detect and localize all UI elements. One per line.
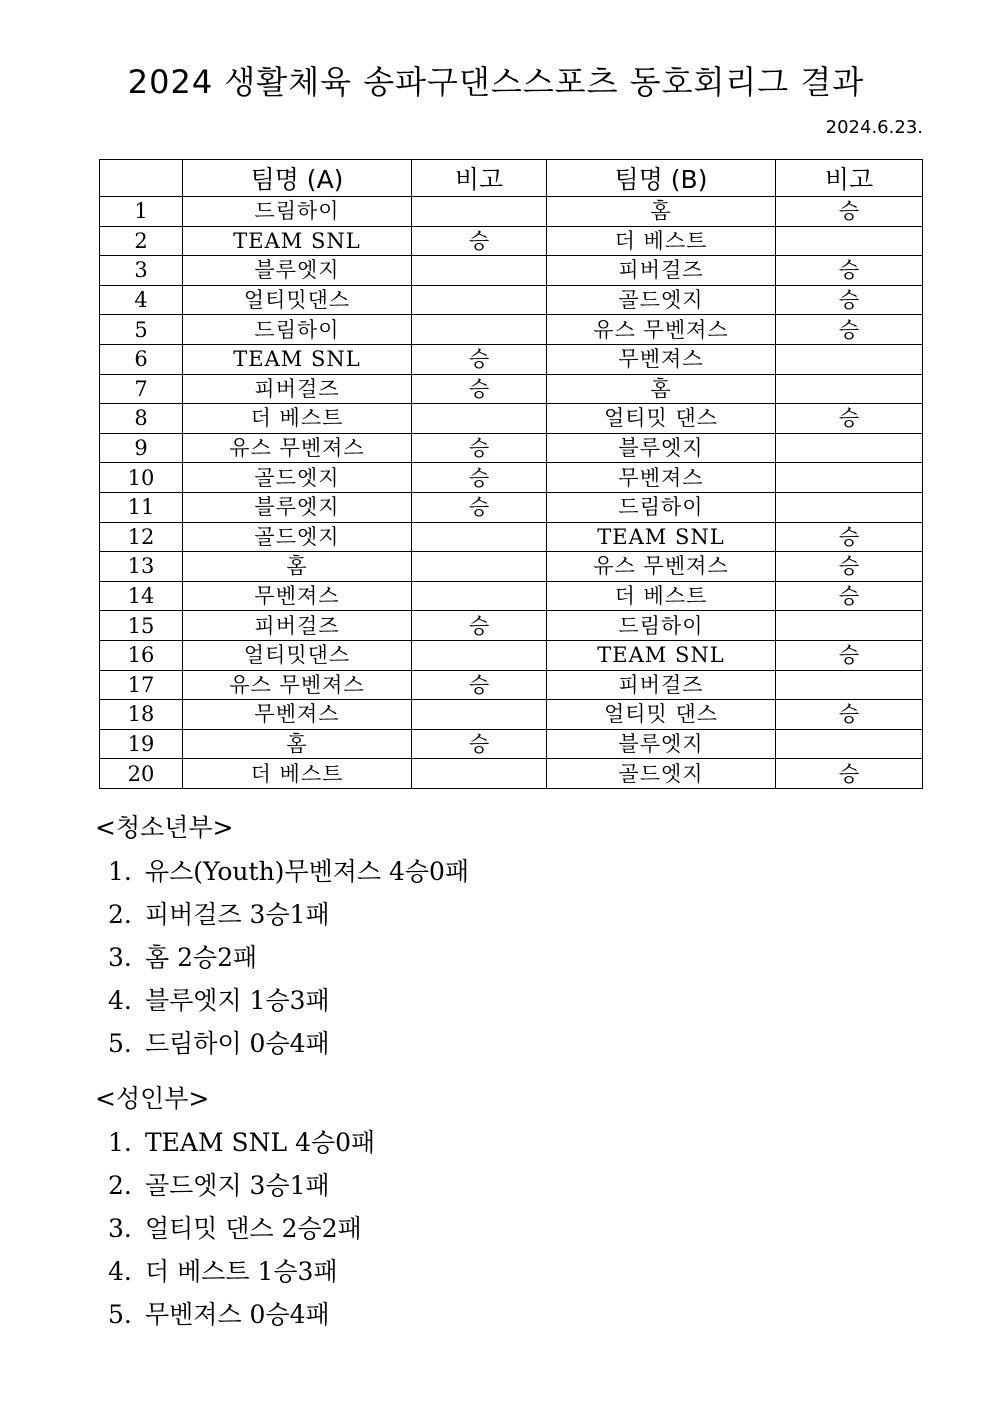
table-row <box>100 433 923 463</box>
rank-number: 1. <box>108 857 132 886</box>
table-row <box>100 344 923 374</box>
team-b-name: 블루엣지 <box>547 729 776 759</box>
match-number: 15 <box>100 611 183 641</box>
rank-text: 골드엣지 3승1패 <box>145 1171 330 1200</box>
match-number: 3 <box>100 256 183 286</box>
team-a-note: 승 <box>412 729 547 759</box>
team-b-note <box>776 374 923 404</box>
header-team-a: 팀명 (A) <box>183 160 412 197</box>
table-header-row <box>100 160 923 197</box>
table-row <box>100 197 923 227</box>
table-row <box>100 700 923 730</box>
table-row <box>100 522 923 552</box>
team-a-name: 얼티밋댄스 <box>183 640 412 670</box>
team-a-note <box>412 640 547 670</box>
rank-text: TEAM SNL 4승0패 <box>145 1128 376 1157</box>
header-note-b: 비고 <box>776 160 923 197</box>
team-b-name: 유스 무벤져스 <box>547 315 776 345</box>
rank-number: 4. <box>108 986 132 1015</box>
team-a-note <box>412 522 547 552</box>
team-b-note: 승 <box>776 285 923 315</box>
team-a-name: TEAM SNL <box>183 226 412 256</box>
team-b-note: 승 <box>776 700 923 730</box>
list-item <box>108 1027 469 1070</box>
team-a-name: 얼티밋댄스 <box>183 285 412 315</box>
team-a-note <box>412 700 547 730</box>
header-number <box>100 160 183 197</box>
rank-text: 블루엣지 1승3패 <box>145 986 330 1015</box>
team-a-note <box>412 285 547 315</box>
rank-number: 3. <box>108 943 132 972</box>
match-number: 1 <box>100 197 183 227</box>
match-number: 14 <box>100 581 183 611</box>
table-body <box>100 197 923 789</box>
rank-number: 2. <box>108 1171 132 1200</box>
match-number: 19 <box>100 729 183 759</box>
table-row <box>100 611 923 641</box>
table-row <box>100 492 923 522</box>
rank-number: 4. <box>108 1257 132 1286</box>
team-a-name: 홈 <box>183 729 412 759</box>
team-b-name: 홈 <box>547 197 776 227</box>
team-a-note <box>412 256 547 286</box>
rank-number: 5. <box>108 1029 132 1058</box>
team-b-note: 승 <box>776 640 923 670</box>
team-b-note <box>776 433 923 463</box>
table-row <box>100 226 923 256</box>
team-b-name: 골드엣지 <box>547 759 776 789</box>
team-a-name: 블루엣지 <box>183 492 412 522</box>
team-a-name: 유스 무벤져스 <box>183 670 412 700</box>
list-item <box>108 1126 375 1169</box>
list-item <box>108 1255 375 1298</box>
team-a-name: 피버걸즈 <box>183 374 412 404</box>
match-number: 20 <box>100 759 183 789</box>
team-b-name: 더 베스트 <box>547 581 776 611</box>
team-b-name: 피버걸즈 <box>547 256 776 286</box>
team-b-name: 얼티밋 댄스 <box>547 404 776 434</box>
rank-text: 더 베스트 1승3패 <box>145 1257 338 1286</box>
match-number: 6 <box>100 344 183 374</box>
table-row <box>100 463 923 493</box>
team-b-note: 승 <box>776 581 923 611</box>
rank-text: 얼티밋 댄스 2승2패 <box>145 1214 362 1243</box>
team-a-note: 승 <box>412 492 547 522</box>
team-b-name: 피버걸즈 <box>547 670 776 700</box>
table-row <box>100 670 923 700</box>
team-a-name: 블루엣지 <box>183 256 412 286</box>
team-b-name: 얼티밋 댄스 <box>547 700 776 730</box>
match-number: 10 <box>100 463 183 493</box>
team-b-note <box>776 670 923 700</box>
rank-text: 무벤져스 0승4패 <box>145 1300 330 1329</box>
team-b-note <box>776 492 923 522</box>
team-a-name: TEAM SNL <box>183 344 412 374</box>
rank-text: 홈 2승2패 <box>145 943 258 972</box>
rank-number: 1. <box>108 1128 132 1157</box>
table-row <box>100 374 923 404</box>
team-b-name: TEAM SNL <box>547 640 776 670</box>
team-b-name: 무벤져스 <box>547 463 776 493</box>
team-b-name: TEAM SNL <box>547 522 776 552</box>
team-a-note: 승 <box>412 611 547 641</box>
team-b-note: 승 <box>776 404 923 434</box>
match-number: 8 <box>100 404 183 434</box>
team-b-note: 승 <box>776 759 923 789</box>
team-b-note <box>776 729 923 759</box>
rank-text: 드림하이 0승4패 <box>145 1029 330 1058</box>
team-a-note: 승 <box>412 374 547 404</box>
table-row <box>100 640 923 670</box>
team-a-note <box>412 197 547 227</box>
match-number: 17 <box>100 670 183 700</box>
match-number: 2 <box>100 226 183 256</box>
youth-division-title: <청소년부> <box>95 813 234 842</box>
team-b-note: 승 <box>776 315 923 345</box>
team-b-name: 블루엣지 <box>547 433 776 463</box>
team-a-note <box>412 552 547 582</box>
list-item <box>108 898 469 941</box>
match-number: 12 <box>100 522 183 552</box>
team-a-name: 골드엣지 <box>183 463 412 493</box>
youth-ranking-list <box>108 855 469 1070</box>
team-b-note: 승 <box>776 197 923 227</box>
team-a-note <box>412 581 547 611</box>
team-b-note: 승 <box>776 256 923 286</box>
team-b-name: 골드엣지 <box>547 285 776 315</box>
team-a-name: 무벤져스 <box>183 581 412 611</box>
header-note-a: 비고 <box>412 160 547 197</box>
team-b-name: 드림하이 <box>547 492 776 522</box>
team-a-name: 피버걸즈 <box>183 611 412 641</box>
match-results-table <box>99 159 923 789</box>
team-a-name: 홈 <box>183 552 412 582</box>
team-a-note <box>412 759 547 789</box>
page-title: 2024 생활체육 송파구댄스스포츠 동호회리그 결과 <box>127 63 865 101</box>
table-row <box>100 581 923 611</box>
team-b-note <box>776 344 923 374</box>
team-a-note: 승 <box>412 670 547 700</box>
list-item <box>108 1298 375 1341</box>
match-number: 11 <box>100 492 183 522</box>
list-item <box>108 984 469 1027</box>
team-b-name: 더 베스트 <box>547 226 776 256</box>
table-row <box>100 404 923 434</box>
table-row <box>100 256 923 286</box>
table-row <box>100 285 923 315</box>
team-a-name: 더 베스트 <box>183 404 412 434</box>
adult-division-title: <성인부> <box>95 1084 210 1113</box>
match-number: 7 <box>100 374 183 404</box>
team-a-name: 골드엣지 <box>183 522 412 552</box>
team-b-note <box>776 611 923 641</box>
table-row <box>100 552 923 582</box>
match-number: 5 <box>100 315 183 345</box>
rank-text: 피버걸즈 3승1패 <box>145 900 330 929</box>
team-b-note <box>776 226 923 256</box>
team-a-note: 승 <box>412 344 547 374</box>
match-number: 16 <box>100 640 183 670</box>
rank-text: 유스(Youth)무벤져스 4승0패 <box>145 857 470 886</box>
table-row <box>100 729 923 759</box>
team-a-name: 드림하이 <box>183 197 412 227</box>
adult-ranking-list <box>108 1126 375 1341</box>
team-b-name: 드림하이 <box>547 611 776 641</box>
team-b-note: 승 <box>776 552 923 582</box>
list-item <box>108 855 469 898</box>
list-item <box>108 1169 375 1212</box>
match-number: 9 <box>100 433 183 463</box>
team-b-note: 승 <box>776 522 923 552</box>
team-a-note <box>412 404 547 434</box>
team-a-name: 드림하이 <box>183 315 412 345</box>
rank-number: 3. <box>108 1214 132 1243</box>
list-item <box>108 941 469 984</box>
match-number: 4 <box>100 285 183 315</box>
team-a-name: 더 베스트 <box>183 759 412 789</box>
table-row <box>100 315 923 345</box>
match-number: 18 <box>100 700 183 730</box>
team-a-name: 무벤져스 <box>183 700 412 730</box>
team-b-note <box>776 463 923 493</box>
table-row <box>100 759 923 789</box>
team-a-note: 승 <box>412 226 547 256</box>
header-team-b: 팀명 (B) <box>547 160 776 197</box>
team-b-name: 유스 무벤져스 <box>547 552 776 582</box>
document-date: 2024.6.23. <box>825 117 923 138</box>
rank-number: 5. <box>108 1300 132 1329</box>
team-a-note: 승 <box>412 433 547 463</box>
team-a-note: 승 <box>412 463 547 493</box>
team-a-note <box>412 315 547 345</box>
rank-number: 2. <box>108 900 132 929</box>
team-b-name: 무벤져스 <box>547 344 776 374</box>
list-item <box>108 1212 375 1255</box>
team-b-name: 홈 <box>547 374 776 404</box>
match-number: 13 <box>100 552 183 582</box>
team-a-name: 유스 무벤져스 <box>183 433 412 463</box>
